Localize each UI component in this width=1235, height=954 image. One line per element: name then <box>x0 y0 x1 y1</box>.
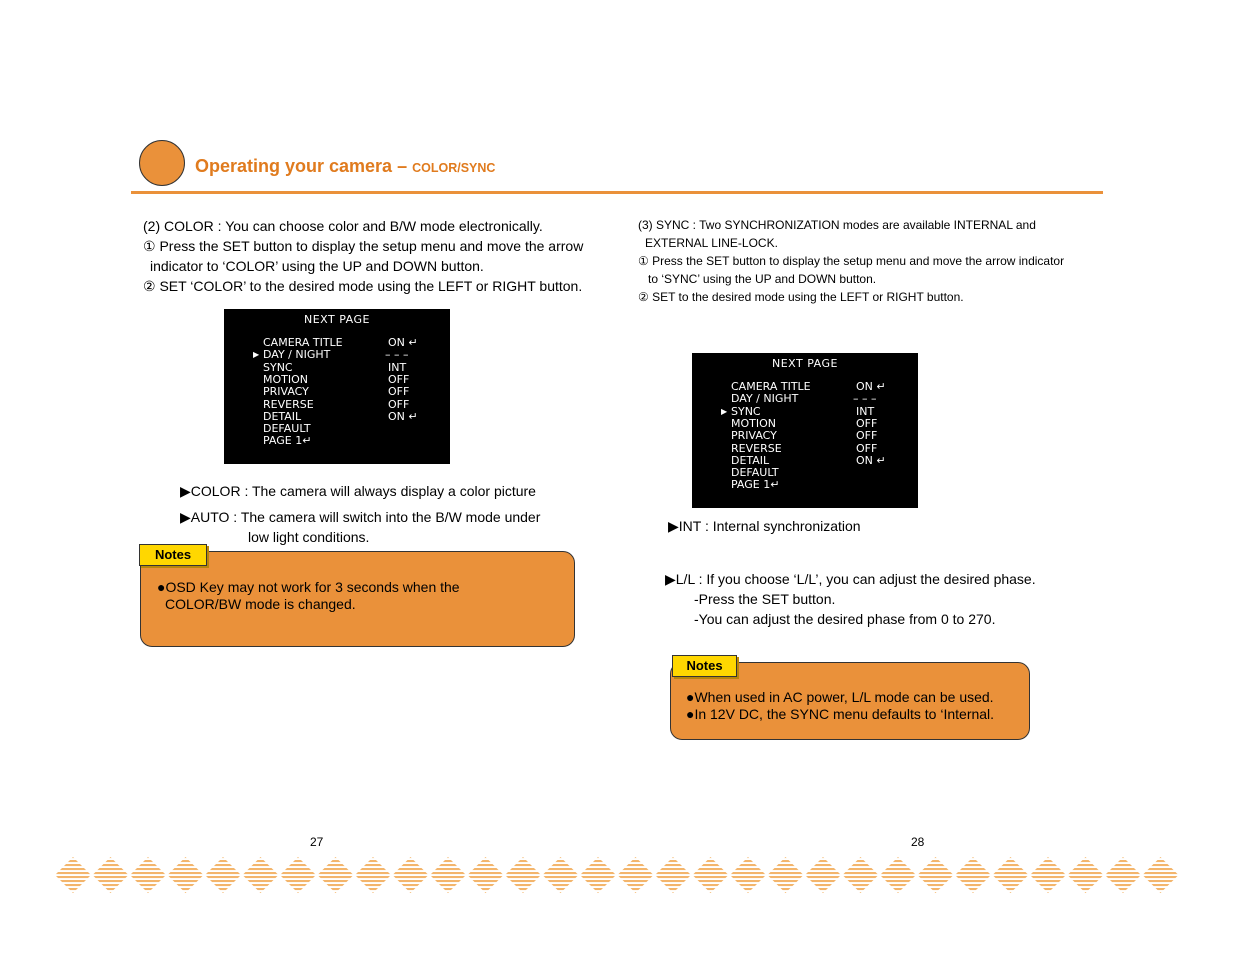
right-notes-line-2: ●In 12V DC, the SYNC menu defaults to ‘Internal. <box>686 706 995 722</box>
menu-row-value: OFF <box>856 416 878 430</box>
left-osd-menu <box>224 309 450 464</box>
menu-row-value: OFF <box>388 385 410 399</box>
footer-diamond <box>693 857 729 893</box>
menu-row-value: – – – <box>385 348 409 362</box>
footer-diamond <box>805 857 841 893</box>
footer-diamond <box>130 857 166 893</box>
menu-row-value: INT <box>388 360 407 374</box>
left-option-auto-cont: low light conditions. <box>248 529 370 545</box>
menu-arrow-indicator-icon: ▶ <box>253 350 260 360</box>
section-circle-icon <box>139 140 185 186</box>
footer-diamond <box>430 857 466 893</box>
footer-diamond <box>243 857 279 893</box>
menu-arrow-indicator-icon: ▶ <box>721 406 728 416</box>
menu-row-value: ON ↵ <box>856 380 886 393</box>
right-intro-line-3: ① Press the SET button to display the setup menu and move the arrow indicator <box>638 254 1065 268</box>
menu-row <box>224 362 450 374</box>
menu-row <box>692 430 918 442</box>
menu-header: NEXT PAGE <box>772 357 838 370</box>
menu-row <box>224 411 450 423</box>
right-intro-line-1: (3) SYNC : Two SYNCHRONIZATION modes are available INTERNAL and <box>638 218 1036 232</box>
left-page-number: 27 <box>310 835 324 849</box>
menu-row-value: – – – <box>853 392 877 406</box>
left-notes-line-1: ●OSD Key may not work for 3 seconds when the <box>157 579 460 595</box>
left-option-auto: ▶AUTO : The camera will switch into the B/W mode under <box>180 509 541 525</box>
menu-row-label: SYNC <box>731 404 761 418</box>
menu-row-value: ON ↵ <box>388 409 418 423</box>
footer-diamond <box>1030 857 1066 893</box>
menu-row-label: PRIVACY <box>263 385 309 399</box>
left-intro-line-1: (2) COLOR : You can choose color and B/W mode electronically. <box>143 218 543 234</box>
menu-row-value: ON ↵ <box>388 336 418 349</box>
menu-row <box>692 418 918 430</box>
right-intro-line-2: EXTERNAL LINE-LOCK. <box>645 236 778 250</box>
right-option-ll: ▶L/L : If you choose ‘L/L’, you can adjust the desired phase. <box>665 571 1036 587</box>
header-rule <box>131 191 1103 194</box>
left-notes-tag: Notes <box>139 544 207 566</box>
menu-row <box>692 455 918 467</box>
page-title-main: Operating your camera – <box>195 156 413 176</box>
menu-row-value: OFF <box>388 397 410 411</box>
page-title <box>195 156 495 177</box>
page-title-sub: COLOR/SYNC <box>412 161 496 175</box>
menu-row-label: SYNC <box>263 360 293 374</box>
menu-row-label: DEFAULT <box>263 422 311 436</box>
left-intro-line-2: ① Press the SET button to display the setup menu and move the arrow <box>143 238 584 254</box>
menu-row-value: OFF <box>856 429 878 443</box>
footer-diamond <box>318 857 354 893</box>
footer-diamond <box>468 857 504 893</box>
left-option-color: ▶COLOR : The camera will always display a color picture <box>180 483 536 499</box>
footer-diamond <box>393 857 429 893</box>
menu-row <box>692 381 918 393</box>
footer-diamond <box>543 857 579 893</box>
footer-diamond <box>580 857 616 893</box>
right-intro-line-4: to ‘SYNC’ using the UP and DOWN button. <box>648 272 877 286</box>
right-option-int: ▶INT : Internal synchronization <box>668 518 861 534</box>
menu-row-value: OFF <box>388 372 410 386</box>
footer-diamond <box>1068 857 1104 893</box>
menu-row <box>224 435 450 447</box>
left-notes-line-2: COLOR/BW mode is changed. <box>165 596 356 612</box>
menu-row-value: INT <box>856 404 875 418</box>
footer-diamond <box>655 857 691 893</box>
menu-row-label: PAGE 1↵ <box>731 478 780 492</box>
menu-row-label: CAMERA TITLE <box>263 336 343 349</box>
footer-diamond <box>843 857 879 893</box>
footer-diamond <box>730 857 766 893</box>
footer-diamond <box>918 857 954 893</box>
menu-row <box>224 337 450 349</box>
menu-row <box>224 386 450 398</box>
menu-row-label: REVERSE <box>731 441 782 455</box>
menu-row-label: DEFAULT <box>731 466 779 480</box>
menu-row <box>692 443 918 455</box>
footer-diamond <box>55 857 91 893</box>
menu-row-label: DAY / NIGHT <box>731 392 799 406</box>
right-osd-menu <box>692 353 918 508</box>
footer-diamond <box>205 857 241 893</box>
right-option-ll-step-1: -Press the SET button. <box>694 591 836 607</box>
menu-row <box>692 479 918 491</box>
left-intro-line-4: ② SET ‘COLOR’ to the desired mode using the LEFT or RIGHT button. <box>143 278 583 294</box>
menu-row-label: CAMERA TITLE <box>731 380 811 393</box>
menu-row <box>692 393 918 405</box>
right-notes-line-1: ●When used in AC power, L/L mode can be used. <box>686 689 994 705</box>
menu-row <box>224 374 450 386</box>
menu-row-label: PAGE 1↵ <box>263 434 312 448</box>
footer-diamond <box>168 857 204 893</box>
right-option-ll-step-2: -You can adjust the desired phase from 0 to 270. <box>694 611 996 627</box>
right-page-number: 28 <box>911 835 925 849</box>
menu-row <box>224 349 450 361</box>
footer-diamond <box>280 857 316 893</box>
menu-row-label: REVERSE <box>263 397 314 411</box>
menu-row-label: DETAIL <box>263 409 302 423</box>
footer-diamond <box>1143 857 1179 893</box>
footer-diamond <box>993 857 1029 893</box>
menu-row <box>224 423 450 435</box>
right-intro-line-5: ② SET to the desired mode using the LEFT or RIGHT button. <box>638 290 964 304</box>
footer-diamond <box>1105 857 1141 893</box>
menu-row <box>224 399 450 411</box>
menu-row-label: MOTION <box>263 372 308 386</box>
footer-diamond <box>880 857 916 893</box>
footer-diamond <box>355 857 391 893</box>
right-notes-tag: Notes <box>672 655 737 677</box>
footer-diamond <box>768 857 804 893</box>
menu-row-label: DETAIL <box>731 453 770 467</box>
footer-diamond <box>93 857 129 893</box>
footer-diamond <box>955 857 991 893</box>
menu-row <box>692 406 918 418</box>
menu-row-label: PRIVACY <box>731 429 777 443</box>
footer-diamond <box>505 857 541 893</box>
menu-row-value: ON ↵ <box>856 453 886 467</box>
menu-row-label: MOTION <box>731 416 776 430</box>
menu-row-label: DAY / NIGHT <box>263 348 331 362</box>
menu-row-value: OFF <box>856 441 878 455</box>
menu-header: NEXT PAGE <box>304 313 370 326</box>
footer-diamond-pattern <box>55 856 1180 894</box>
menu-row <box>692 467 918 479</box>
left-intro-line-3: indicator to ‘COLOR’ using the UP and DOWN button. <box>150 258 484 274</box>
footer-diamond <box>618 857 654 893</box>
